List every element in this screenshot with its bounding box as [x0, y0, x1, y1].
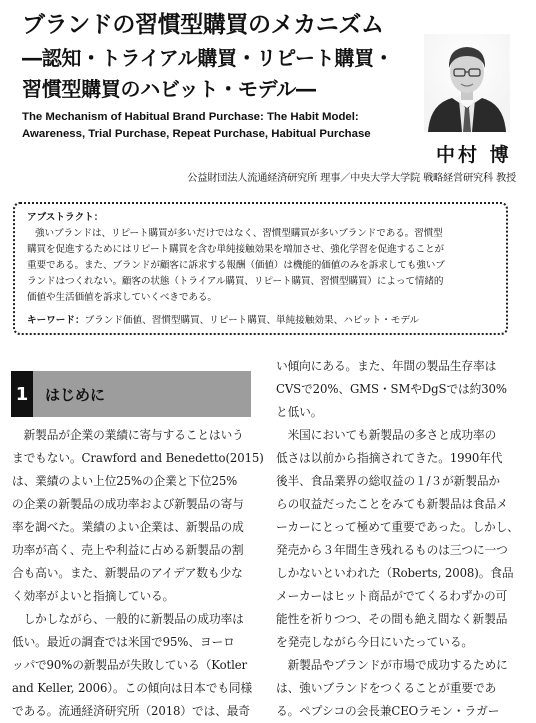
- section-title: はじめに: [45, 385, 106, 404]
- abstract-box: [13, 202, 508, 335]
- body-line: and Keller, 2006）。この傾向は日本でも同様: [12, 681, 253, 695]
- body-line: は、強いブランドをつくることが重要であ: [276, 681, 497, 695]
- abstract-heading: アブストラクト：: [27, 212, 104, 223]
- body-line: を発売しながら今日にいたっている。: [276, 635, 473, 649]
- body-line: 新製品やブランドが市場で成功するために: [276, 658, 508, 672]
- abstract-line: 重要である。また、ブランドが顧客に訴求する報酬（価値）は機能的価値のみを訴求しても強いブ: [27, 260, 445, 271]
- article-title: ブランドの習慣型購買のメカニズム: [22, 12, 384, 38]
- abstract-line: ランドはつくれない。顧客の状態（トライアル購買、リピート購買、習慣型購買）によって情緒的: [27, 276, 444, 287]
- section-heading: [11, 371, 251, 417]
- abstract-line: 強いブランドは、リピート購買が多いだけではなく、習慣型購買が多いブランドである。習慣型: [35, 228, 443, 239]
- body-line: メーカーはヒット商品がでてくるわずかの可: [276, 589, 508, 603]
- english-title-line-1: The Mechanism of Habitual Brand Purchase: The Habit Model:: [22, 111, 359, 123]
- body-line: 合も高い。また、新製品のアイデア数も少な: [12, 566, 243, 580]
- body-line: 新製品が企業の業績に寄与することはいう: [12, 428, 244, 442]
- body-line: 率を調べた。業績のよい企業は、新製品の成: [12, 520, 244, 534]
- body-line: までもない。Crawford and Benedetto(2015): [12, 451, 264, 465]
- author-affiliation: 公益財団法人流通経済研究所 理事／中央大学大学院 戦略経営研究科 教授: [187, 173, 516, 184]
- article-subtitle-line-2: 習慣型購買のハビット・モデル―: [22, 77, 316, 101]
- abstract-line: 購買を促進するためにはリピート購買を含む単純接触効果を増加させ、強化学習を促進することが: [27, 244, 445, 255]
- abstract-line: 価値や生活価値を訴求していくべきである。: [27, 292, 217, 303]
- body-column-left: [12, 424, 264, 723]
- body-line: は、業績のよい上位25%の企業と下位25%: [12, 474, 238, 488]
- body-column-right: [276, 355, 519, 723]
- body-line: ッパで90%の新製品が失敗している（Kotler: [12, 658, 248, 672]
- article-subtitle-line-1: ―認知・トライアル購買・リピート購買・: [22, 46, 394, 70]
- body-line: く効率がよいと指摘している。: [12, 589, 175, 603]
- body-line: ーカーにとって極めて重要であった。しかし、: [276, 520, 519, 534]
- keywords: [27, 313, 419, 329]
- english-title: [22, 109, 402, 143]
- body-line: である。流通経済研究所（2018）では、最奇: [12, 704, 250, 718]
- body-line: しかしながら、一般的に新製品の成功率は: [12, 612, 244, 626]
- body-line: と低い。: [276, 405, 323, 419]
- author-portrait-icon: [424, 34, 510, 132]
- body-line: 能性を祈りつつ、その間も絶え間なく新製品: [276, 612, 508, 626]
- keywords-label: キーワード：: [27, 315, 85, 326]
- author-name: 中村 博: [436, 144, 512, 166]
- body-line: 低い。最近の調査では米国で95%、ヨーロ: [12, 635, 235, 649]
- body-line: 米国においても新製品の多さと成功率の: [276, 428, 497, 442]
- body-line: 後半、食品業界の総収益の１/３が新製品か: [276, 474, 501, 488]
- english-title-line-2: Awareness, Trial Purchase, Repeat Purchase, Habitual Purchase: [22, 128, 371, 140]
- body-line: の企業の新製品の成功率および新製品の寄与: [12, 497, 244, 511]
- body-line: る。ペプシコの会長兼CEOラモン・ラガー: [276, 704, 500, 718]
- body-line: 発売から３年間生き残れるものは三つに一つ: [276, 543, 508, 557]
- body-line: しかないといわれた（Roberts, 2008)。食品: [276, 566, 514, 580]
- section-number: 1: [11, 371, 33, 417]
- body-line: らの収益だったことをみても新製品は食品メ: [276, 497, 508, 511]
- body-line: 低さは以前から指摘されてきた。1990年代: [276, 451, 503, 465]
- body-line: CVSで20%、GMS・SMやDgSでは約30%: [276, 382, 507, 396]
- body-line: い傾向にある。また、年間の製品生存率は: [276, 359, 497, 373]
- author-photo: [424, 34, 510, 132]
- keywords-list: ブランド価値、習慣型購買、リピート購買、単純接触効果、ハビット・モデル: [84, 315, 420, 326]
- body-line: 功率が高く、売上や利益に占める新製品の割: [12, 543, 244, 557]
